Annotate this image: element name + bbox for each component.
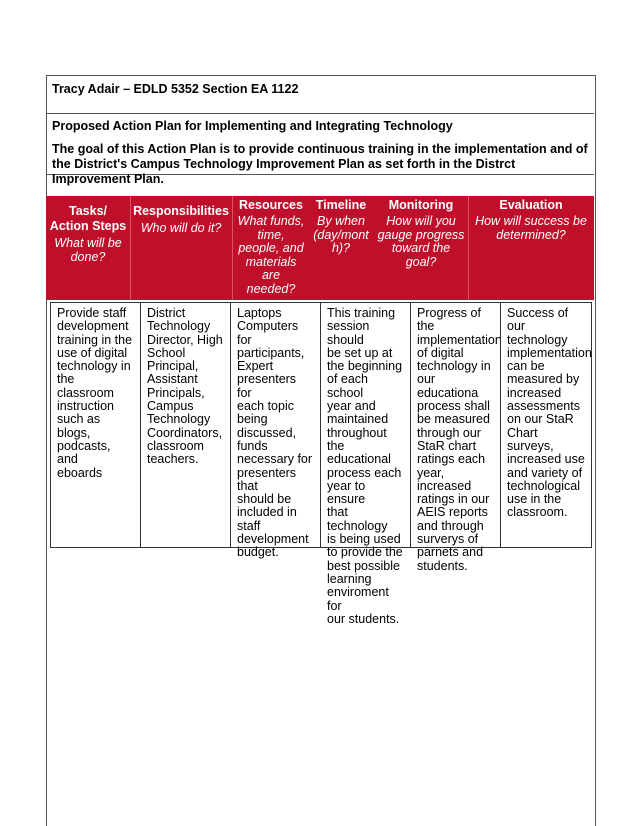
cell-timeline: This training session should be set up at the beginning of each school year and maintained throughout the educational process each year to ensure that technology is being used to provide the best possible learning enviroment for our students. [320, 302, 411, 548]
header-responsibilities [132, 204, 230, 235]
plan-title: Proposed Action Plan for Implementing and Integrating Technology [52, 119, 453, 133]
cell-responsibilities: District Technology Director, High School Principal, Assistant Principals, Campus Technology Coordinators, classroom teachers. [140, 302, 231, 548]
header-separator [232, 196, 233, 300]
header-resources-title: Resources [239, 198, 303, 212]
header-tasks-title: Tasks/ Action Steps [49, 204, 127, 233]
header-timeline-title: Timeline [315, 198, 367, 212]
header-tasks [48, 204, 128, 264]
header-monitoring [374, 198, 468, 269]
header-evaluation [470, 198, 592, 242]
header-separator [130, 196, 131, 300]
cell-evaluation: Success of our technology implementation can be measured by increased assessments on our StaR Chart surveys, increased use and variety of technological use in the classroom. [500, 302, 592, 548]
divider [46, 113, 594, 114]
cell-monitoring: Progress of the implementation of digital technology in our educationa process shall be measured through our StaR chart ratings each year, increased ratings in our AEIS reports and through surverys of parnets and students. [410, 302, 501, 548]
header-separator [468, 196, 469, 300]
header-responsibilities-title: Responsibilities [133, 204, 229, 218]
header-evaluation-sub: How will success be determined? [475, 214, 587, 242]
header-timeline [310, 198, 372, 256]
goal-statement: The goal of this Action Plan is to provide continuous training in the implementation and of the District's Campus Technology Improvement Plan as set forth in the Distrct Improvement Plan. [52, 142, 588, 186]
header-timeline-sub: By when (day/mont h)? [313, 214, 369, 255]
header-evaluation-title: Evaluation [499, 198, 563, 212]
cell-tasks: Provide staff development training in the use of digital technology in the classroom instruction such as blogs, podcasts, and eboards [50, 302, 141, 548]
cell-resources: Laptops Computers for participants, Expert presenters for each topic being discussed, funds necessary for presenters that should be included in staff development budget. [230, 302, 321, 548]
header-monitoring-title: Monitoring [388, 198, 454, 212]
author-line: Tracy Adair – EDLD 5352 Section EA 1122 [52, 82, 299, 96]
header-responsibilities-sub: Who will do it? [140, 221, 222, 235]
header-tasks-sub: What will be done? [54, 236, 122, 264]
header-resources [234, 198, 308, 296]
header-monitoring-sub: How will you gauge progress toward the goal? [377, 214, 465, 269]
header-resources-sub: What funds, time, people, and materials are needed? [237, 214, 305, 296]
